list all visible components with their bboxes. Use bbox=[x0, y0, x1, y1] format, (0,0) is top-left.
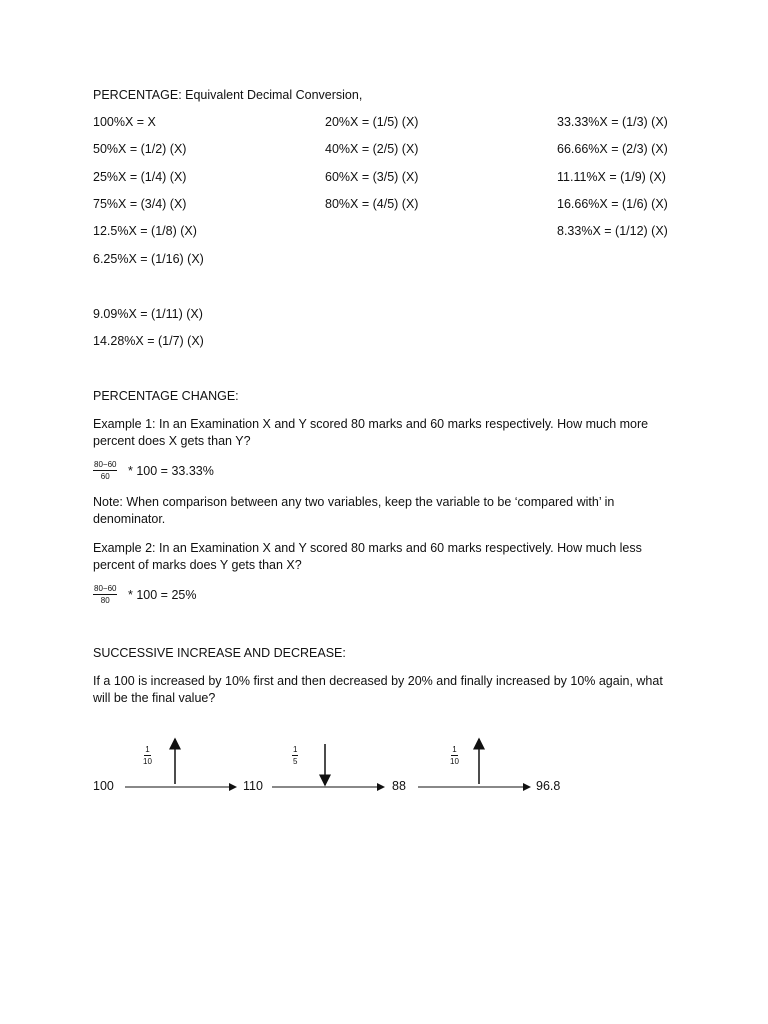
conversion-item: 80%X = (4/5) (X) bbox=[325, 197, 419, 211]
conversion-item: 75%X = (3/4) (X) bbox=[93, 197, 187, 211]
conversion-item: 66.66%X = (2/3) (X) bbox=[557, 142, 668, 156]
diagram-value: 88 bbox=[392, 779, 406, 793]
successive-heading: SUCCESSIVE INCREASE AND DECREASE: bbox=[93, 646, 346, 660]
conversion-item: 12.5%X = (1/8) (X) bbox=[93, 224, 197, 238]
conversion-item: 6.25%X = (1/16) (X) bbox=[93, 252, 204, 266]
step-fraction bbox=[143, 745, 152, 766]
fraction-numerator: 80−60 bbox=[94, 460, 117, 469]
conversion-item: 16.66%X = (1/6) (X) bbox=[557, 197, 668, 211]
conversion-heading: PERCENTAGE: Equivalent Decimal Conversion, bbox=[93, 88, 363, 102]
example-2-text: Example 2: In an Examination X and Y scored 80 marks and 60 marks respectively. How much less percent of marks does Y gets than X? bbox=[93, 541, 642, 572]
fraction-numerator: 1 bbox=[293, 745, 298, 754]
conversion-item: 100%X = X bbox=[93, 115, 156, 129]
conversion-item: 11.11%X = (1/9) (X) bbox=[557, 170, 666, 184]
conversion-item: 8.33%X = (1/12) (X) bbox=[557, 224, 668, 238]
example-2-result: * 100 = 25% bbox=[128, 588, 197, 602]
conversion-item: 9.09%X = (1/11) (X) bbox=[93, 307, 203, 321]
conversion-item: 33.33%X = (1/3) (X) bbox=[557, 115, 668, 129]
successive-change-diagram bbox=[0, 730, 768, 810]
diagram-value: 100 bbox=[93, 779, 114, 793]
example-1-result: * 100 = 33.33% bbox=[128, 464, 214, 478]
conversion-item: 60%X = (3/5) (X) bbox=[325, 170, 419, 184]
fraction-numerator: 1 bbox=[452, 745, 457, 754]
example-2-fraction bbox=[93, 584, 117, 605]
conversion-item: 40%X = (2/5) (X) bbox=[325, 142, 419, 156]
example-1-fraction bbox=[93, 460, 117, 481]
diagram-value: 110 bbox=[243, 779, 263, 793]
successive-question: If a 100 is increased by 10% first and then decreased by 20% and finally increased by 10% again, what will be the final value? bbox=[93, 674, 663, 705]
fraction-denominator: 10 bbox=[450, 757, 459, 766]
fraction-denominator: 10 bbox=[143, 757, 152, 766]
conversion-item: 20%X = (1/5) (X) bbox=[325, 115, 419, 129]
step-fraction bbox=[292, 745, 298, 766]
fraction-denominator: 5 bbox=[293, 757, 298, 766]
fraction-denominator: 80 bbox=[100, 596, 110, 605]
step-fraction bbox=[450, 745, 459, 766]
diagram-value: 96.8 bbox=[536, 779, 561, 793]
change-heading: PERCENTAGE CHANGE: bbox=[93, 389, 239, 403]
fraction-denominator: 60 bbox=[100, 472, 110, 481]
conversion-item: 25%X = (1/4) (X) bbox=[93, 170, 187, 184]
fraction-numerator: 1 bbox=[145, 745, 150, 754]
fraction-numerator: 80−60 bbox=[94, 584, 117, 593]
conversion-item: 50%X = (1/2) (X) bbox=[93, 142, 187, 156]
example-1-text: Example 1: In an Examination X and Y scored 80 marks and 60 marks respectively. How much more percent does X gets than Y? bbox=[93, 417, 649, 448]
conversion-item: 14.28%X = (1/7) (X) bbox=[93, 334, 204, 348]
note-text: Note: When comparison between any two variables, keep the variable to be ‘compared with’ in denominator. bbox=[93, 495, 615, 526]
